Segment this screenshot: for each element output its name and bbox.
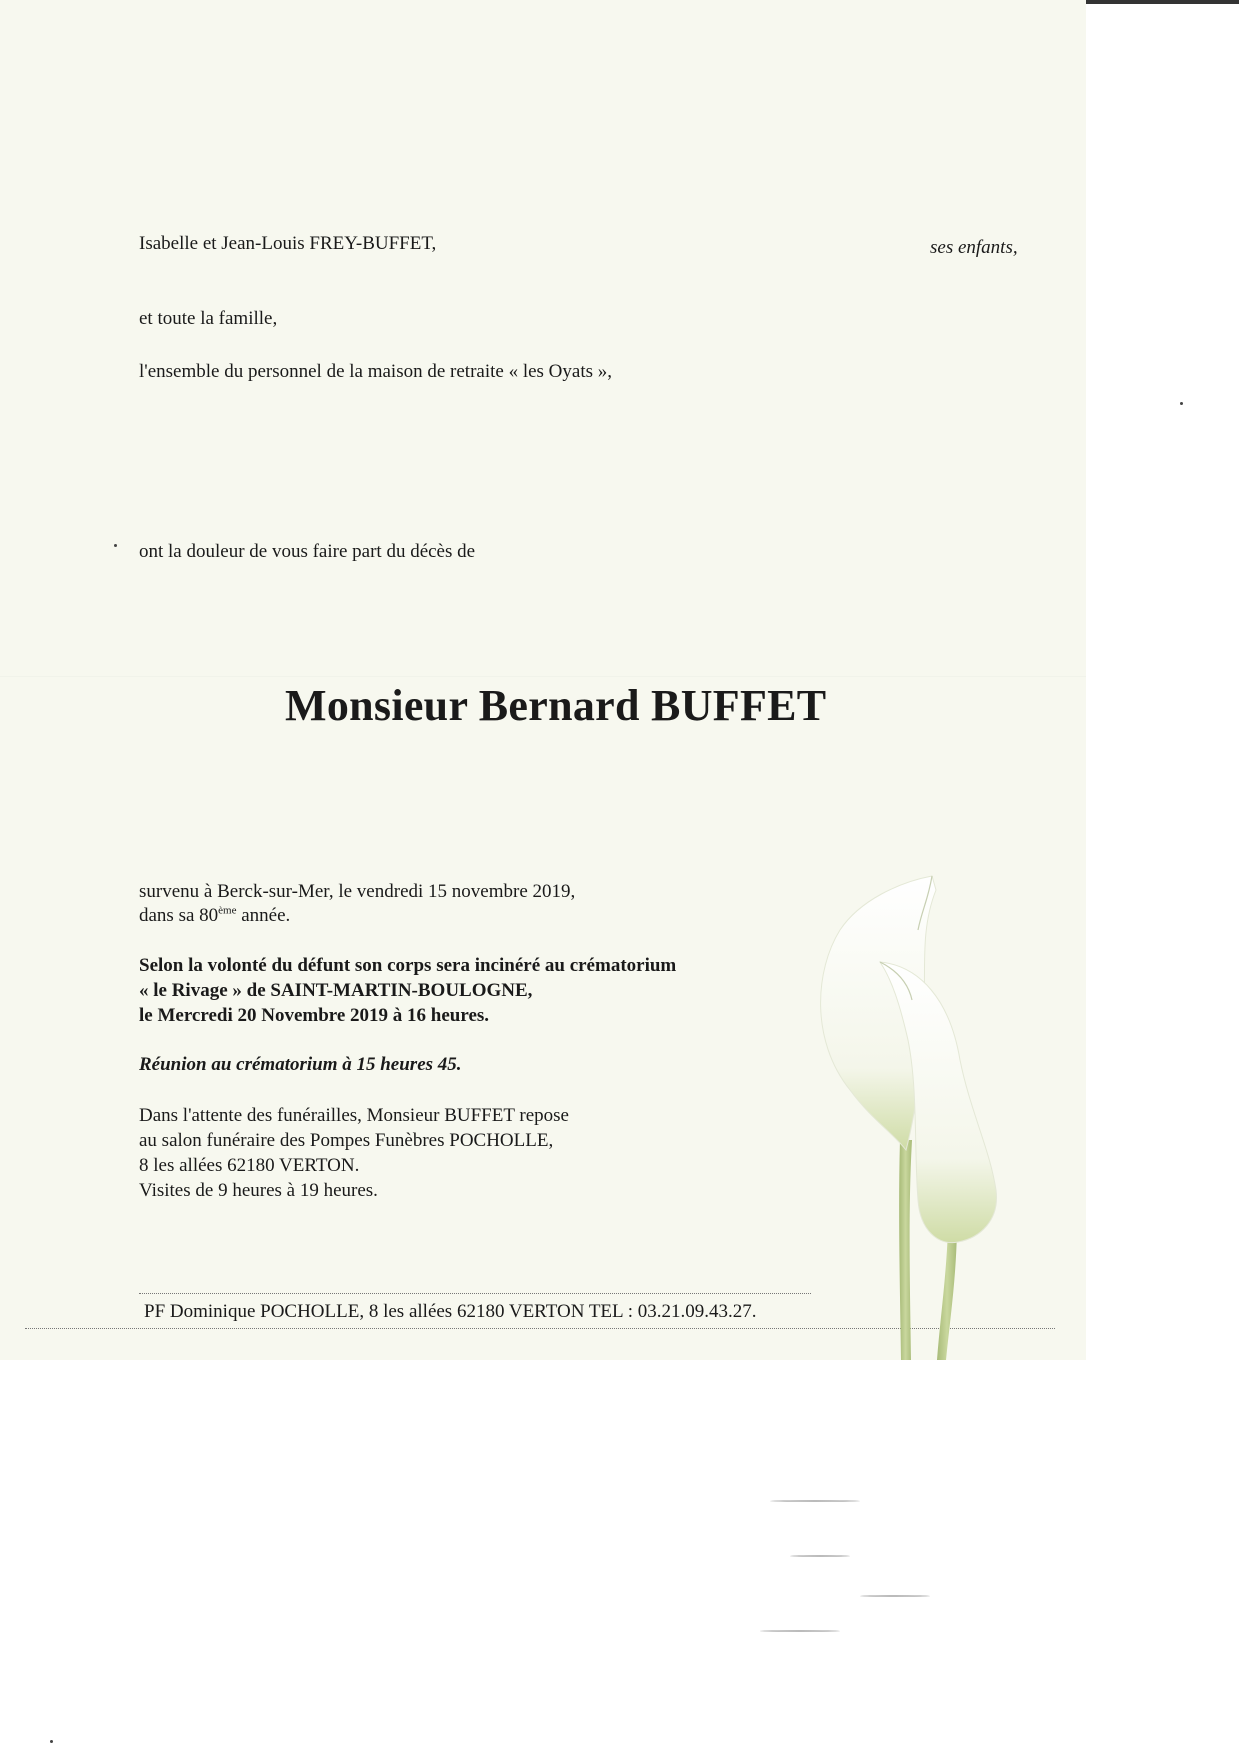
calla-lily-image [800, 870, 1040, 1360]
scan-speck [770, 1500, 860, 1502]
famille-line: et toute la famille, [139, 308, 278, 329]
scan-speck [50, 1740, 53, 1743]
rest-line-3: 8 les allées 62180 VERTON. [139, 1155, 360, 1176]
family-role: ses enfants, [930, 237, 1018, 258]
scan-speck [860, 1595, 930, 1597]
funeral-home-footer: PF Dominique POCHOLLE, 8 les allées 62180 VERTON TEL : 03.21.09.43.27. [144, 1301, 757, 1322]
ceremony-line-2: « le Rivage » de SAINT-MARTIN-BOULOGNE, [139, 980, 533, 1001]
scan-speck [760, 1630, 840, 1632]
age-superscript: ème [218, 904, 237, 917]
deceased-name: Monsieur Bernard BUFFET [285, 681, 827, 730]
age-suffix: année. [236, 905, 291, 926]
reunion-line: Réunion au crématorium à 15 heures 45. [139, 1054, 462, 1075]
rest-line-2: au salon funéraire des Pompes Funèbres POCHOLLE, [139, 1130, 554, 1151]
scan-speck [114, 544, 117, 547]
rest-line-1: Dans l'attente des funérailles, Monsieur BUFFET repose [139, 1105, 569, 1126]
rest-line-4: Visites de 9 heures à 19 heures. [139, 1180, 378, 1201]
scan-speck [790, 1555, 850, 1557]
death-place-date: survenu à Berck-sur-Mer, le vendredi 15 novembre 2019, [139, 881, 576, 902]
scan-edge-line [1086, 0, 1239, 4]
family-line: Isabelle et Jean-Louis FREY-BUFFET, [139, 233, 437, 254]
announcement-line: ont la douleur de vous faire part du décès de [139, 541, 476, 562]
card-fold-line [0, 676, 1086, 677]
personnel-line: l'ensemble du personnel de la maison de retraite « les Oyats », [139, 361, 613, 382]
age-line [139, 904, 290, 929]
footer-rule-top [139, 1293, 811, 1294]
ceremony-line-3: le Mercredi 20 Novembre 2019 à 16 heures. [139, 1005, 490, 1026]
ceremony-line-1: Selon la volonté du défunt son corps sera incinéré au crématorium [139, 955, 677, 976]
scan-speck [1180, 402, 1183, 405]
age-prefix: dans sa 80 [139, 905, 219, 926]
